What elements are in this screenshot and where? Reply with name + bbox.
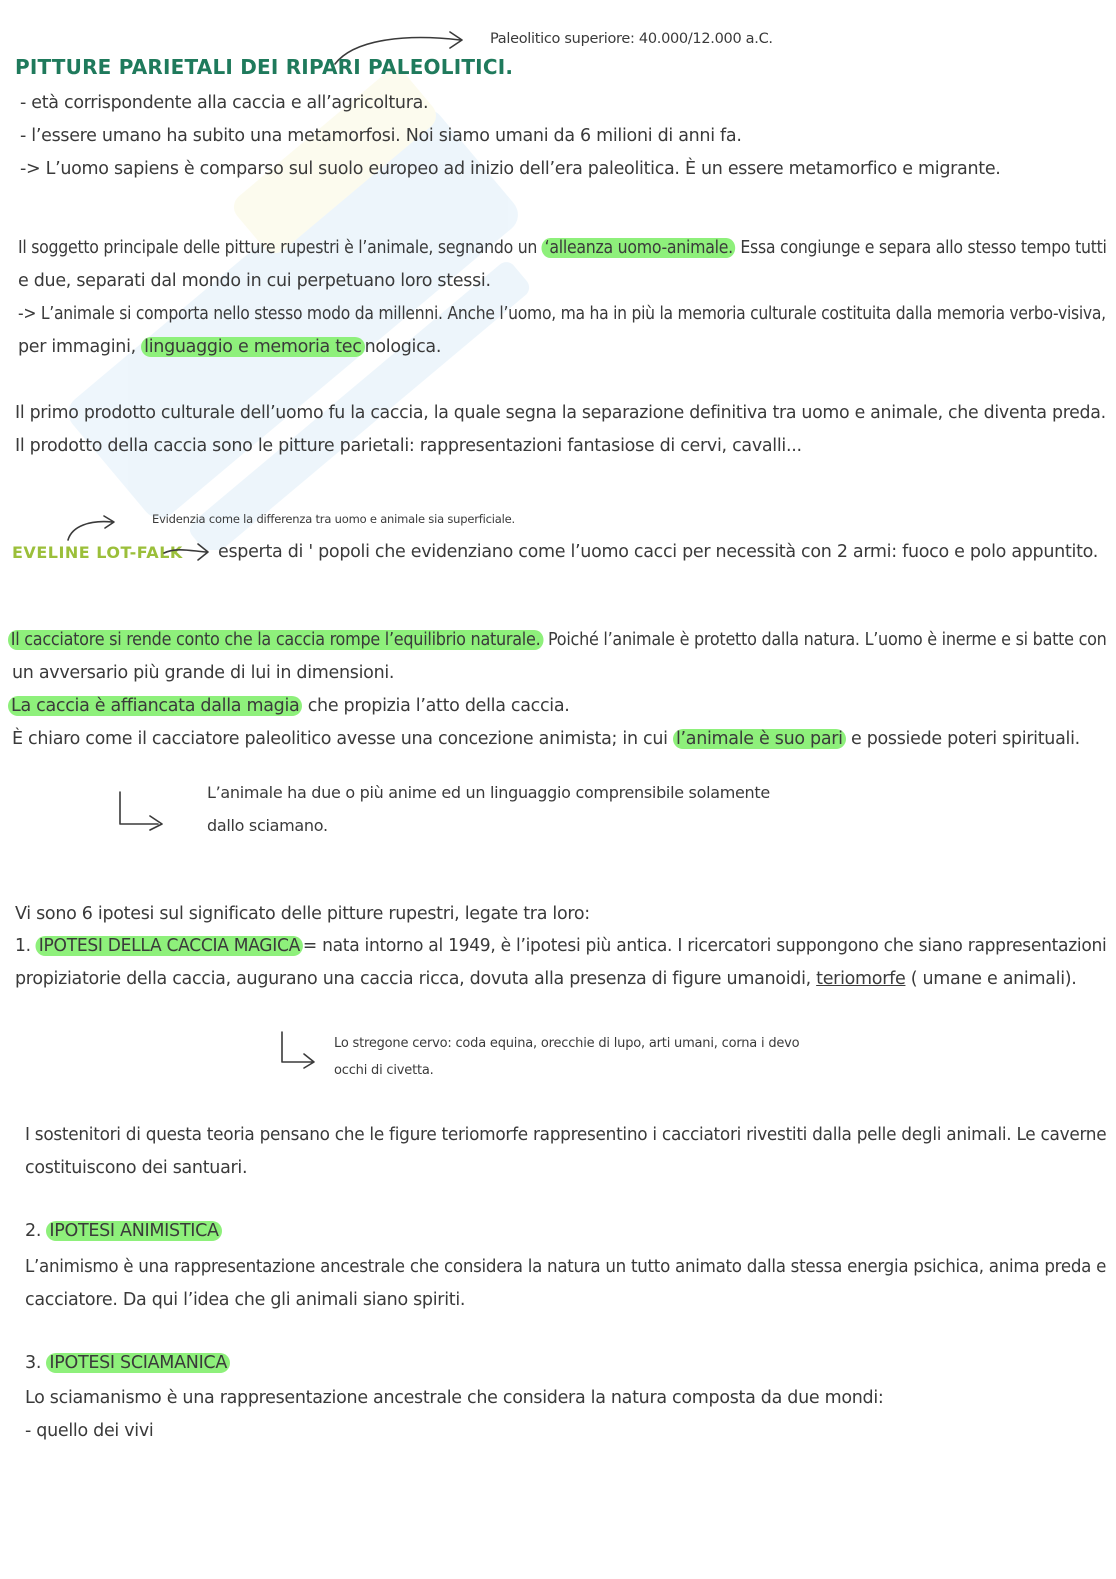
underline-teriomorfe: teriomorfe: [816, 969, 906, 989]
eveline-curved-arrow: [62, 514, 118, 542]
highlight-magia: La caccia è affiancata dalla magia: [8, 696, 302, 716]
anima-arrow: [116, 790, 172, 830]
ipotesi-2-line-2: cacciatore. Da qui l’idea che gli animali siano spiriti.: [25, 1290, 466, 1310]
highlight-ipotesi-1: IPOTESI DELLA CACCIA MAGICA: [36, 936, 303, 956]
header-note: Paleolitico superiore: 40.000/12.000 a.C.: [490, 31, 773, 47]
ipotesi-3-line-1: Lo sciamanismo è una rappresentazione ancestrale che considera la natura composta da due mondi:: [25, 1388, 884, 1408]
ipotesi-2-line-1: L’animismo è una rappresentazione ancestrale che considera la natura un tutto animato dalla stessa energia psichica, anima preda e: [25, 1257, 1107, 1277]
highlight-alleanza: ‘alleanza uomo-animale.: [542, 238, 736, 258]
highlight-cacciatore: Il cacciatore si rende conto che la caccia rompe l’equilibrio naturale.: [8, 630, 543, 650]
ipotesi-2-heading: 2. IPOTESI ANIMISTICA: [25, 1220, 222, 1242]
intro-line-1: - età corrispondente alla caccia e all’agricoltura.: [20, 93, 429, 113]
anima-note-line-2: dallo sciamano.: [207, 816, 328, 835]
p1-line-3: -> L’animale si comporta nello stesso modo da millenni. Anche l’uomo, ma ha in più la memoria culturale costituita dalla memoria verbo-visiva,: [18, 304, 1106, 324]
ipotesi-1-line-1: 1. IPOTESI DELLA CACCIA MAGICA = nata intorno al 1949, è l’ipotesi più antica. I ricercatori suppongono che siano rappresentazioni: [15, 936, 1107, 956]
stregone-note-line-2: occhi di civetta.: [334, 1063, 434, 1078]
anima-note-line-1: L’animale ha due o più anime ed un linguaggio comprensibile solamente: [207, 783, 770, 802]
ipotesi-intro: Vi sono 6 ipotesi sul significato delle pitture rupestri, legate tra loro:: [15, 904, 590, 924]
ipotesi-3-line-2: - quello dei vivi: [25, 1421, 154, 1441]
highlight-ipotesi-2: IPOTESI ANIMISTICA: [46, 1221, 221, 1241]
sostenitori-line-1: I sostenitori di questa teoria pensano che le figure teriomorfe rappresentino i cacciatori rivestiti dalla pelle degli animali. Le caverne: [25, 1125, 1107, 1145]
p2-line-1: Il primo prodotto culturale dell’uomo fu la caccia, la quale segna la separazione definitiva tra uomo e animale, che diventa preda.: [15, 403, 1106, 423]
stregone-arrow: [278, 1030, 322, 1070]
sostenitori-line-2: costituiscono dei santuari.: [25, 1158, 248, 1178]
ipotesi-1-line-2: propiziatorie della caccia, augurano una caccia ricca, dovuta alla presenza di figure umanoidi, teriomorfe ( umane e animali).: [15, 969, 1077, 989]
intro-line-2: - l’essere umano ha subito una metamorfosi. Noi siamo umani da 6 milioni di anni fa.: [20, 126, 742, 146]
p1-line-4: per immagini, linguaggio e memoria tec nologica.: [18, 337, 442, 357]
intro-line-3: -> L’uomo sapiens è comparso sul suolo europeo ad inizio dell’era paleolitica. È un essere metamorfico e migrante.: [20, 159, 1001, 179]
eveline-text: esperta di ' popoli che evidenziano come l’uomo cacci per necessità con 2 armi: fuoco e polo appuntito.: [218, 542, 1098, 562]
highlight-linguaggio: linguaggio e memoria tec: [141, 337, 364, 357]
p1-line-1: Il soggetto principale delle pitture rupestri è l’animale, segnando un ‘alleanza uomo-animale. Essa congiunge e separa allo stesso tempo tutti: [18, 238, 1107, 258]
p2-line-2: Il prodotto della caccia sono le pitture parietali: rappresentazioni fantasiose di cervi, cavalli...: [15, 436, 802, 456]
stregone-note-line-1: Lo stregone cervo: coda equina, orecchie di lupo, arti umani, corna i devo: [334, 1036, 800, 1051]
highlight-ipotesi-3: IPOTESI SCIAMANICA: [46, 1353, 230, 1373]
highlight-pari: l’animale è suo pari: [673, 729, 846, 749]
p3-line-2: un avversario più grande di lui in dimensioni.: [12, 663, 395, 683]
p1-line-2: e due, separati dal mondo in cui perpetuano loro stessi.: [18, 271, 491, 291]
p3-line-3: La caccia è affiancata dalla magia che propizia l’atto della caccia.: [8, 695, 570, 717]
eveline-name: EVELINE LOT-FALK: [12, 543, 183, 562]
eveline-note: Evidenzia come la differenza tra uomo e animale sia superficiale.: [152, 512, 515, 526]
ipotesi-3-heading: 3. IPOTESI SCIAMANICA: [25, 1352, 230, 1374]
p3-line-4: È chiaro come il cacciatore paleolitico avesse una concezione animista; in cui l’animale è suo pari e possiede poteri spirituali.: [12, 729, 1080, 749]
p3-line-1: Il cacciatore si rende conto che la caccia rompe l’equilibrio naturale. Poiché l’animale è protetto dalla natura. L’uomo è inerme e si batte con: [8, 629, 1107, 651]
page-title: PITTURE PARIETALI DEI RIPARI PALEOLITICI.: [15, 55, 514, 79]
eveline-arrow: [162, 541, 212, 563]
